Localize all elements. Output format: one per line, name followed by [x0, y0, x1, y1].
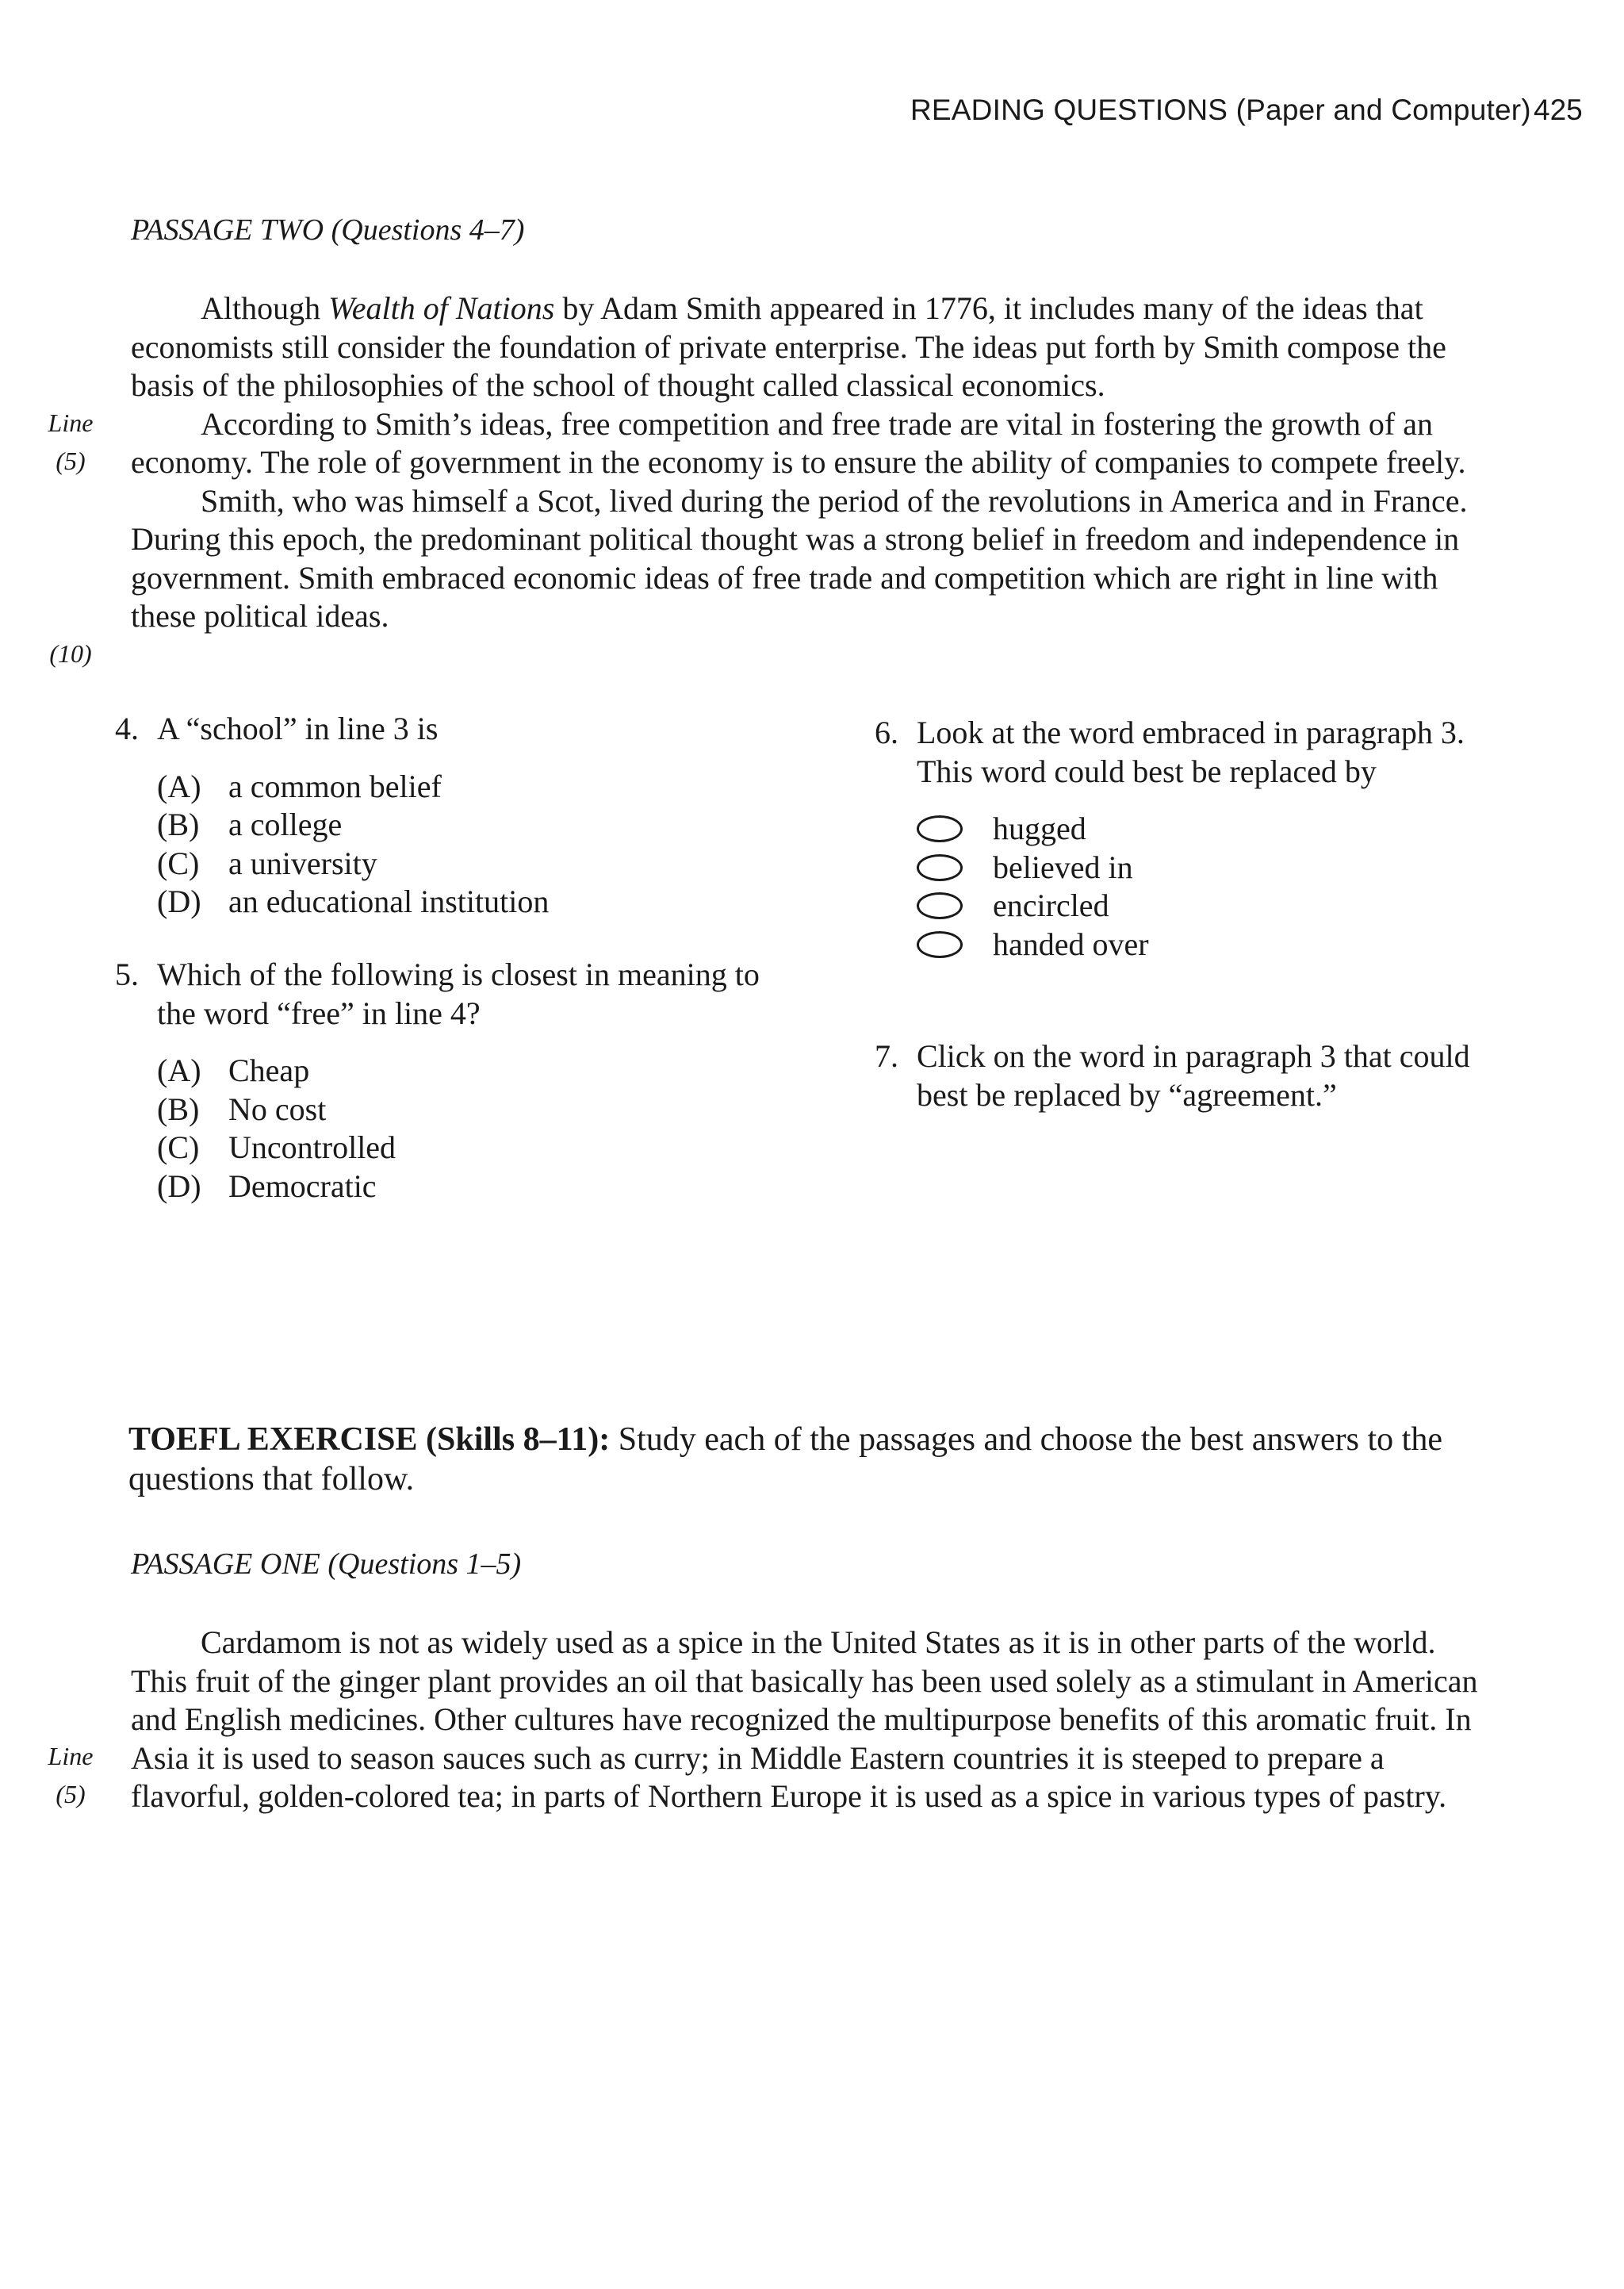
passage-two-paragraph-2: According to Smith’s ideas, free competition and free trade are vital in fostering the growth of an economy. The role of government in the economy is to ensure the ability of companies to compete freely. — [131, 405, 1466, 480]
passage-one-text — [131, 1624, 1495, 1816]
line-marker-5: (5) — [56, 447, 86, 475]
line-marker-10: (10) — [49, 639, 92, 668]
choice-c[interactable]: (C) Uncontrolled — [157, 1129, 396, 1165]
choice-oval-3[interactable]: encircled — [917, 887, 1517, 926]
exercise-instructions — [128, 1420, 1508, 1499]
passage-two-paragraph-1: Although Wealth of Nations by Adam Smith appeared in 1776, it includes many of the ideas that economists still consider the foundation of private enterprise. The ideas put forth by Smith compose the basis of the philosophies of the school of thought called classical economics. — [131, 290, 1446, 403]
question-number: 4. — [115, 711, 139, 746]
question-text: A “school” in line 3 is — [157, 711, 439, 746]
line-marker-label: Line — [48, 408, 94, 437]
passage-two-heading: PASSAGE TWO (Questions 4–7) — [131, 213, 525, 247]
question-number: 7. — [875, 1038, 898, 1074]
question-5 — [99, 956, 797, 1206]
question-text: Click on the word in paragraph 3 that could best be replaced by “agreement.” — [917, 1038, 1470, 1113]
answer-choices — [917, 810, 1517, 964]
question-7 — [859, 1037, 1517, 1114]
answer-oval-icon[interactable] — [917, 931, 963, 958]
question-4 — [99, 710, 797, 922]
question-number: 5. — [115, 957, 139, 992]
line-marker-5: (5) — [56, 1780, 86, 1808]
answer-choices — [157, 1052, 797, 1206]
answer-oval-icon[interactable] — [917, 854, 963, 881]
choice-oval-4[interactable]: handed over — [917, 926, 1517, 964]
answer-choices — [157, 768, 797, 922]
answer-oval-icon[interactable] — [917, 892, 963, 919]
exercise-instruction-text: Study each of the passages and choose the best answers to the questions that follow. — [128, 1421, 1442, 1497]
running-title: READING QUESTIONS (Paper and Computer) — [910, 94, 1531, 126]
answer-oval-icon[interactable] — [917, 815, 963, 842]
book-title: Wealth of Nations — [328, 290, 555, 326]
choice-oval-2[interactable]: believed in — [917, 849, 1517, 888]
passage-two-text — [131, 289, 1495, 636]
passage-two-paragraph-3: Smith, who was himself a Scot, lived during the period of the revolutions in America and in France. During this epoch, the predominant political thought was a strong belief in freedom and independence in government. Smith embraced economic ideas of free trade and competition which are right in line with these political ideas. — [131, 482, 1468, 634]
choice-b[interactable]: (B) a college — [157, 807, 343, 842]
choice-a[interactable]: (A) a common belief — [157, 768, 442, 804]
choice-a[interactable]: (A) Cheap — [157, 1052, 310, 1088]
choice-b[interactable]: (B) No cost — [157, 1091, 327, 1127]
page-number: 425 — [1534, 94, 1583, 126]
exercise-label: TOEFL EXERCISE (Skills 8–11): — [128, 1421, 611, 1458]
choice-d[interactable]: (D) Democratic — [157, 1168, 377, 1204]
choice-oval-1[interactable]: hugged — [917, 810, 1517, 849]
question-number: 6. — [875, 715, 898, 750]
choice-c[interactable]: (C) a university — [157, 845, 377, 881]
question-6 — [859, 714, 1517, 964]
question-text: Look at the word embraced in paragraph 3. This word could best be replaced by — [917, 715, 1465, 789]
passage-one-heading: PASSAGE ONE (Questions 1–5) — [131, 1547, 522, 1581]
choice-d[interactable]: (D) an educational institution — [157, 884, 550, 919]
line-marker-label: Line — [48, 1742, 94, 1770]
passage-one-paragraph-1: Cardamom is not as widely used as a spice in the United States as it is in other parts of the world. This fruit of the ginger plant provides an oil that basically has been used solely as a stimulant in American and English medicines. Other cultures have recognized the multipurpose benefits of this aromatic fruit. In Asia it is used to season sauces such as curry; in Middle Eastern countries it is steeped to prepare a flavorful, golden-colored tea; in parts of Northern Europe it is used as a spice in various types of pastry. — [131, 1624, 1478, 1814]
question-text: Which of the following is closest in meaning to the word “free” in line 4? — [157, 957, 760, 1031]
